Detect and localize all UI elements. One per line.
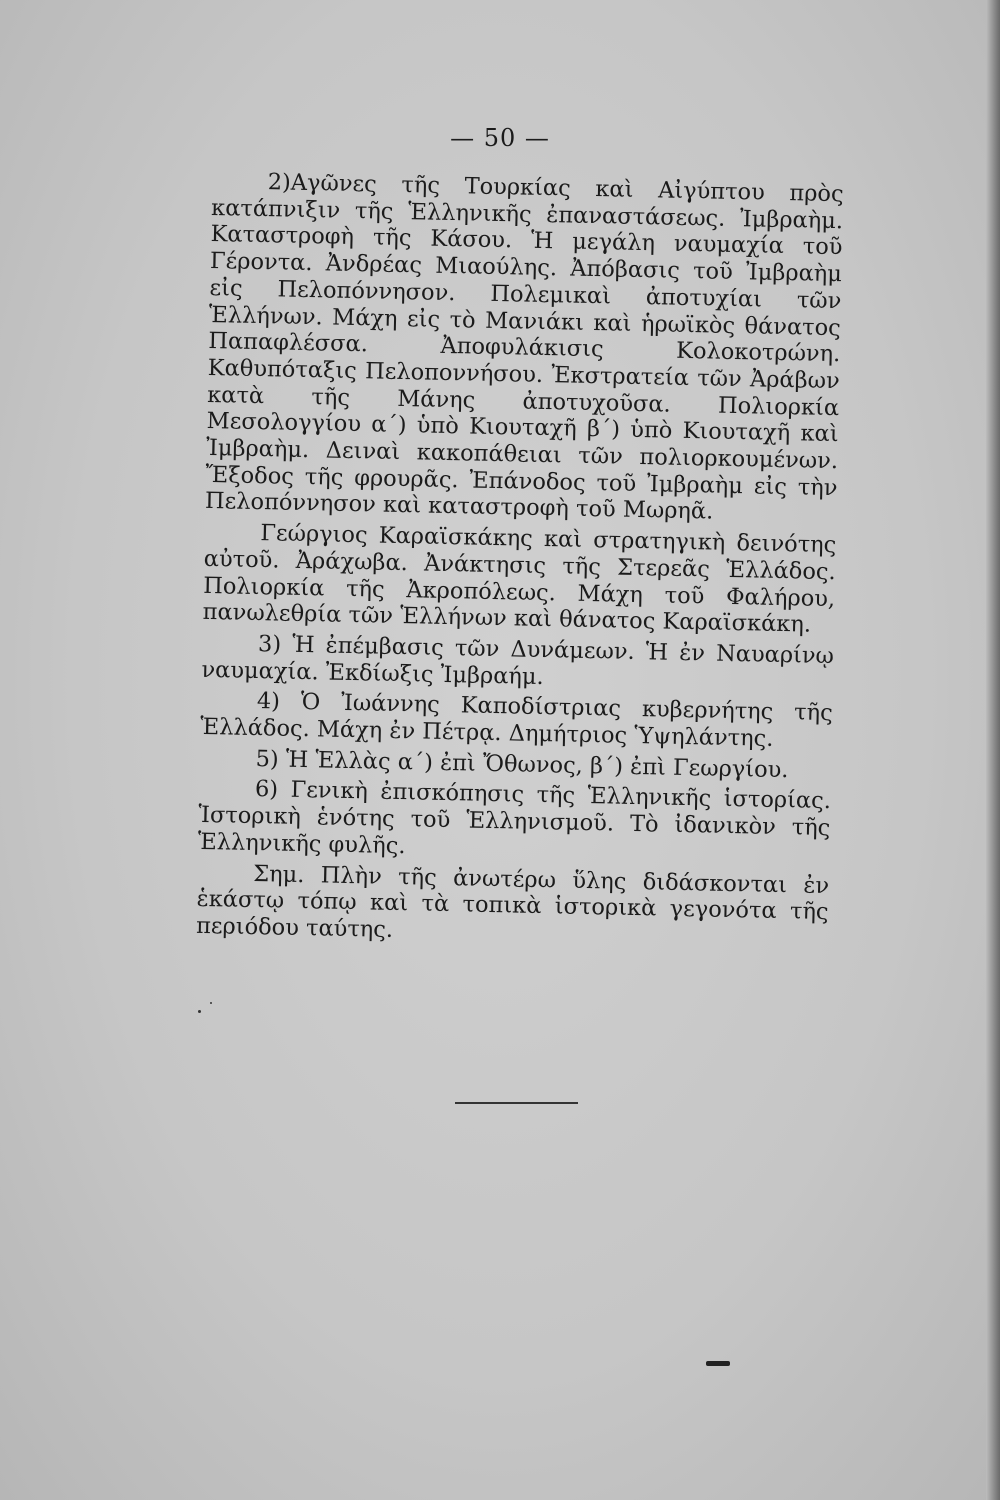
paragraph-4: 4) Ὁ Ἰωάννης Καποδίστριας κυβερνήτης τῆς Ἑλλάδος. Μάχη ἐν Πέτρᾳ. Δημήτριος Ὑψηλάντης. bbox=[200, 688, 833, 752]
page-edge-shadow bbox=[986, 0, 1000, 1500]
page-number: — 50 — bbox=[450, 124, 550, 152]
end-rule bbox=[455, 1102, 578, 1104]
paragraph-2: Γεώργιος Καραϊσκάκης καὶ στρατηγικὴ δεινότης αὐτοῦ. Ἀράχωβα. Ἀνάκτησις τῆς Στερεᾶς Ἑλλάδος. Πολιορκία τῆς Ἀκροπόλεως. Μάχη τοῦ Φαλήρου, πανωλεθρία τῶν Ἑλλήνων καὶ θάνατος Καραϊσκάκη. bbox=[202, 520, 837, 638]
speck bbox=[210, 1002, 212, 1004]
paragraph-3: 3) Ἡ ἐπέμβασις τῶν Δυνάμεων. Ἡ ἐν Ναυαρίνῳ ναυμαχία. Ἐκδίωξις Ἰμβραήμ. bbox=[201, 631, 835, 690]
note-paragraph: Σημ. Πλὴν τῆς ἀνωτέρω ὕλης διδάσκονται ἐν ἑκάστῳ τόπῳ καὶ τὰ τοπικὰ ἱστορικὰ γεγονότα τῆς περιόδου ταύτης. bbox=[195, 860, 830, 943]
paragraph-6: 6) Γενικὴ ἐπισκόπησις τῆς Ἑλληνικῆς ἱστορίας. Ἱστορικὴ ἑνότης τοῦ Ἑλληνισμοῦ. Τὸ ἰδανικὸν τῆς Ἑλληνικῆς φυλῆς. bbox=[197, 776, 832, 860]
speck bbox=[198, 1010, 201, 1013]
paragraph-5: 5) Ἡ Ἑλλὰς α΄) ἐπὶ Ὄθωνος, β΄) ἐπὶ Γεωργίου. bbox=[255, 745, 789, 783]
body-text bbox=[196, 168, 844, 953]
ink-mark bbox=[706, 1361, 730, 1366]
paragraph-1: 2)Αγῶνες τῆς Τουρκίας καὶ Αἰγύπτου πρὸς κατάπνιξιν τῆς Ἑλληνικῆς ἐπαναστάσεως. Ἰμβραὴμ. Καταστροφὴ τῆς Κάσου. Ἡ μεγάλη ναυμαχία τοῦ Γέροντα. Ἀνδρέας Μιαούλης. Ἀπόβασις τοῦ Ἰμβραὴμ εἰς Πελοπόννησον. Πολεμικαὶ ἀποτυχίαι τῶν Ἑλλήνων. Μάχη εἰς τὸ Μανιάκι καὶ ἡρωϊκὸς θάνατος Παπαφλέσσα. Ἀποφυλάκισις Κολοκοτρώνη. Καθυπόταξις Πελοποννήσου. Ἐκστρατεία τῶν Ἀράβων κατὰ τῆς Μάνης ἀποτυχοῦσα. Πολιορκία Μεσολογγίου α΄) ὑπὸ Κιουταχῆ β΄) ὑπὸ Κιουταχῆ καὶ Ἰμβραὴμ. Δειναὶ κακοπάθειαι τῶν πολιορκουμένων. Ἔξοδος τῆς φρουρᾶς. Ἐπάνοδος τοῦ Ἰμβραὴμ εἰς τὴν Πελοπόννησον καὶ καταστροφὴ τοῦ Μωρηᾶ. bbox=[204, 169, 844, 526]
